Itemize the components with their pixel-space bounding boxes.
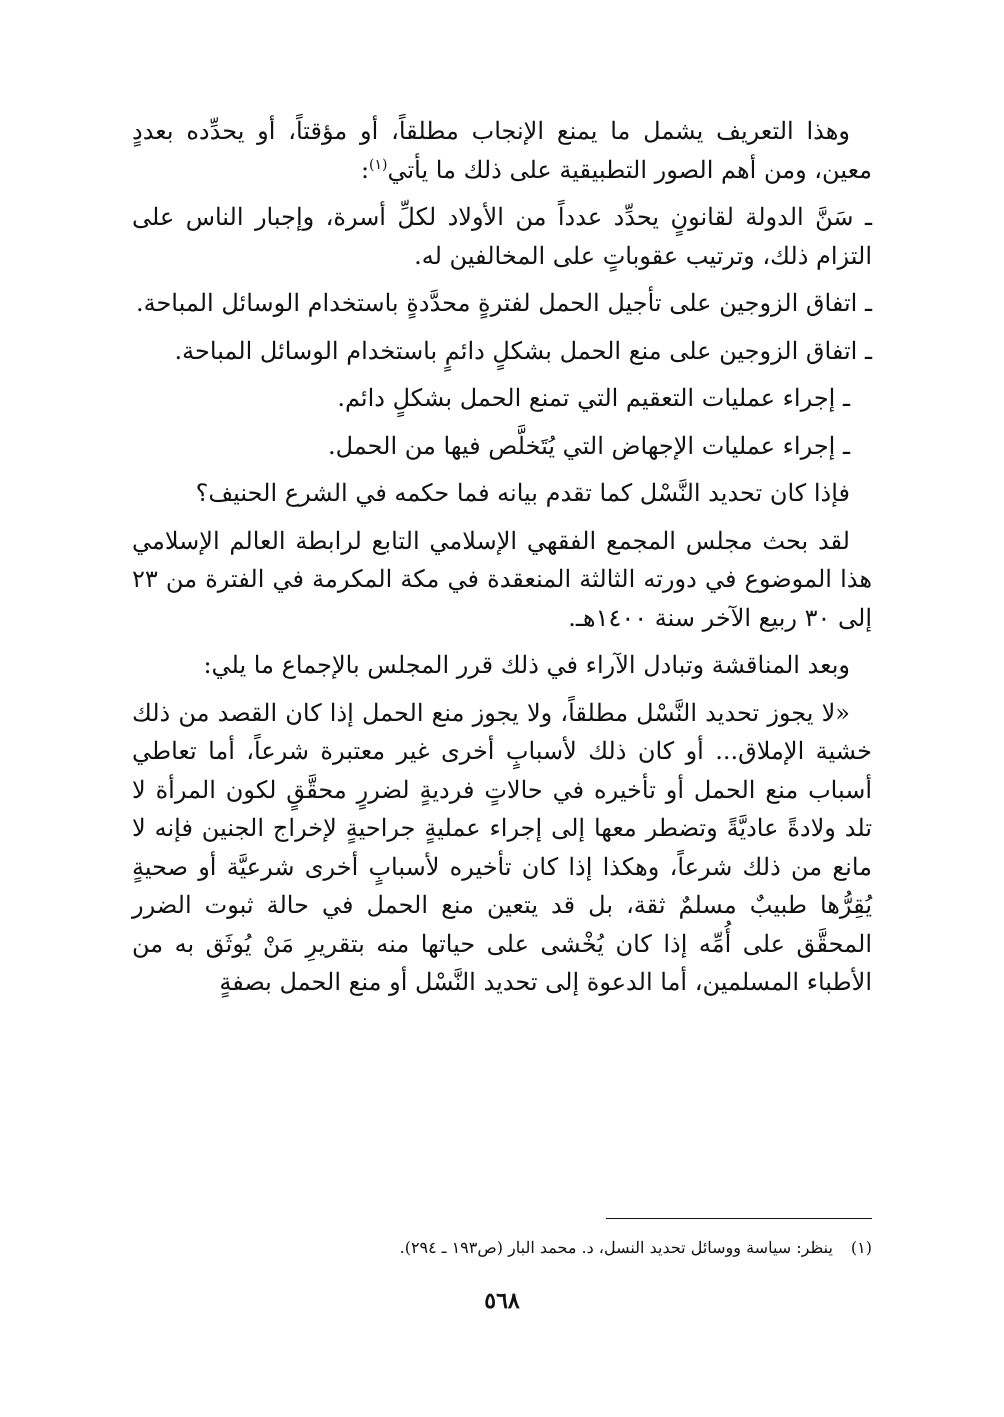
footnote-reference[interactable]: (١) (369, 156, 388, 173)
footnote-divider (606, 1218, 872, 1219)
paragraph-council: لقد بحث مجلس المجمع الفقهي الإسلامي التابع لرابطة العالم الإسلامي هذا الموضوع في دورته الثالثة المنعقدة في مكة المكرمة في الفترة من ٢٣ إلى ٣٠ ربيع الآخر سنة ١٤٠٠هـ. (132, 526, 872, 632)
paragraph-decision-quote: «لا يجوز تحديد النَّسْل مطلقاً، ولا يجوز منع الحمل إذا كان القصد من ذلك خشية الإملاق... أو كان ذلك لأسبابٍ أخرى غير معتبرة شرعاً، أما تعاطي أسباب منع الحمل أو تأخيره في حالاتٍ فرديةٍ لضررٍ محقَّقٍ لكون المرأة لا تلد ولادةً عاديَّةً وتضطر معها إلى إجراء عمليةٍ جراحيةٍ لإخراج الجنين فإنه لا مانع من ذلك شرعاً، وهكذا إذا كان تأخيره لأسبابٍ أخرى شرعيَّة أو صحيةٍ يُقِرُّها طبيبٌ مسلمٌ ثقة، بل قد يتعين منع الحمل في حالة ثبوت الضرر المحقَّق على أُمِّه إذا كان يُخْشى على حياتها منه بتقريرِ مَنْ يُوثَق به من الأطباء المسلمين، أما الدعوة إلى تحديد النَّسْل أو منع الحمل بصفةٍ (132, 698, 872, 996)
list-item-law: ـ سَنَّ الدولة لقانونٍ يحدِّد عدداً من الأولاد لكلِّ أسرة، وإجبار الناس على التزام ذلك، وترتيب عقوباتٍ على المخالفين له. (132, 203, 872, 270)
paragraph-decision-intro: وبعد المناقشة وتبادل الآراء في ذلك قرر المجلس بالإجماع ما يلي: (203, 651, 850, 679)
paragraph-intro-text: وهذا التعريف يشمل ما يمنع الإنجاب مطلقاً، أو مؤقتاً، أو يحدِّده بعددٍ معين، ومن أهم الصور التطبيقية على ذلك ما يأتي (132, 117, 872, 184)
list-item-permanent-prevention: ـ اتفاق الزوجين على منع الحمل بشكلٍ دائمٍ باستخدام الوسائل المباحة. (174, 336, 872, 365)
footnote-text: ينظر: سياسة ووسائل تحديد النسل، د. محمد البار (ص١٩٣ ـ ٢٩٤). (399, 1238, 833, 1257)
main-text-block (132, 112, 872, 1011)
paragraph-intro-end: : (360, 155, 370, 184)
paragraph-question: فإذا كان تحديد النَّسْل كما تقدم بيانه فما حكمه في الشرع الحنيف؟ (195, 479, 850, 507)
footnote-number: (١) (850, 1238, 872, 1257)
list-item-sterilization: ـ إجراء عمليات التعقيم التي تمنع الحمل بشكلٍ دائم. (337, 384, 850, 412)
page-number: ٥٦٨ (484, 1288, 520, 1314)
footnote (132, 1236, 872, 1260)
list-item-delay-pregnancy: ـ اتفاق الزوجين على تأجيل الحمل لفترةٍ محدَّدةٍ باستخدام الوسائل المباحة. (135, 289, 872, 317)
paragraph-intro (132, 112, 872, 189)
list-item-abortion: ـ إجراء عمليات الإجهاض التي يُتَخلَّص فيها من الحمل. (328, 431, 850, 460)
